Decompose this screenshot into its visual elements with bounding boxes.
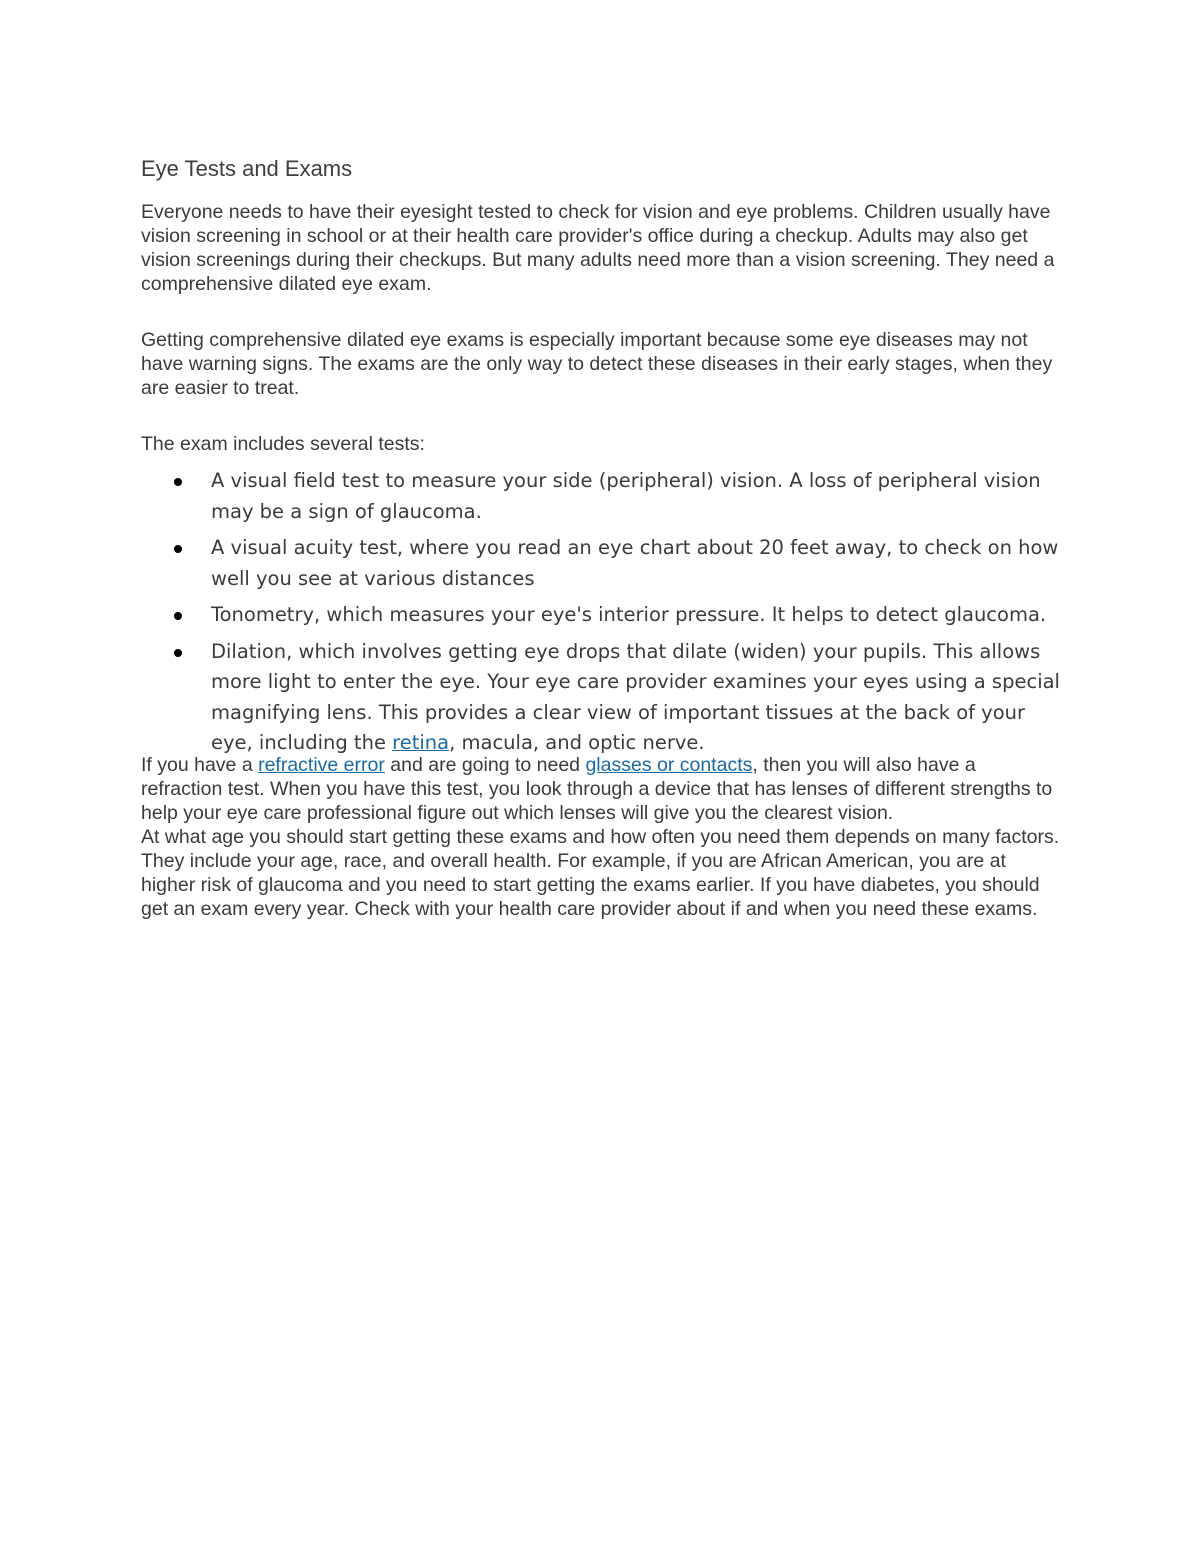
list-item [141,466,1061,527]
age-paragraph: At what age you should start getting these exams and how often you need them depends on many factors. They include your age, race, and overall health. For example, if you are African American, you are at higher risk of glaucoma and you need to start getting the exams earlier. If you have diabetes, you should get an exam every year. Check with your health care provider about if and when you need these exams. [141,825,1060,920]
list-item-text: A visual acuity test, where you read an eye chart about 20 feet away, to check on how well you see at various distances [211,536,1059,590]
bullet-icon [174,612,182,620]
bullet-icon [174,478,182,486]
dilation-text-after: , macula, and optic nerve. [449,731,705,754]
dilation-text-before: Dilation, which involves getting eye drops that dilate (widen) your pupils. This allows more light to enter the eye. Your eye care provider examines your eyes using a special magnifying lens. This provides a clear view of important tissues at the back of your eye, including the [211,639,1060,754]
list-item [141,637,1061,759]
retina-link[interactable]: retina [392,731,450,754]
refraction-text-1: If you have a [141,753,259,776]
list-item-text: A visual field test to measure your side (peripheral) vision. A loss of peripheral vision may be a sign of glaucoma. [211,469,1041,523]
intro-paragraph: Everyone needs to have their eyesight tested to check for vision and eye problems. Children usually have vision screening in school or at their health care provider's office during a checkup. Adults may also get vision screenings during their checkups. But many adults need more than a vision screening. They need a comprehensive dilated eye exam. [141,201,1055,295]
list-item-text: Tonometry, which measures your eye's interior pressure. It helps to detect glaucoma. [211,603,1047,626]
tests-list [141,466,1061,759]
bullet-icon [174,649,182,657]
refraction-paragraph [141,753,1061,825]
refraction-text-2: and are going to need [384,753,586,776]
list-intro: The exam includes several tests: [141,433,425,455]
refractive-error-link[interactable]: refractive error [258,753,385,776]
list-item [141,533,1061,594]
document-body [141,154,1061,921]
glasses-contacts-link[interactable]: glasses or contacts [585,753,753,776]
importance-paragraph: Getting comprehensive dilated eye exams is especially important because some eye diseases may not have warning signs. The exams are the only way to detect these diseases in their early stages, when they are easier to treat. [141,329,1053,399]
bullet-icon [174,545,182,553]
document-title: Eye Tests and Exams [141,156,353,181]
refraction-text-3: , then you will also have a refraction test. When you have this test, you look through a device that has lenses of different strengths to help your eye care professional figure out which lenses will give you the clearest vision. [141,753,1053,824]
list-item [141,600,1061,631]
